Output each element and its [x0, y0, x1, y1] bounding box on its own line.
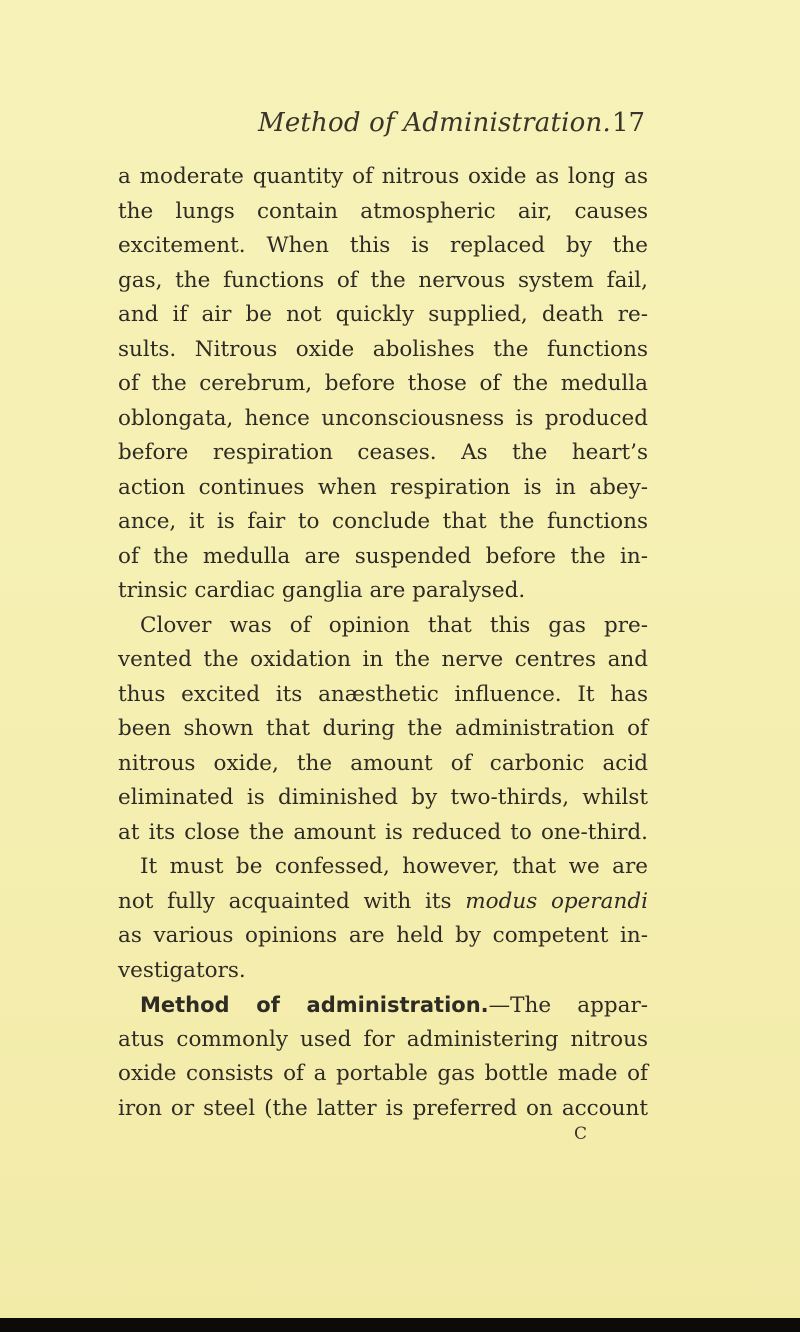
signature-mark: C	[574, 1124, 588, 1144]
section-heading-continuation: —The appar-	[488, 993, 648, 1018]
body-text	[118, 160, 648, 1126]
page-number: 17	[612, 108, 646, 138]
text-line: a moderate quantity of nitrous oxide as long as	[118, 164, 648, 189]
text-line: vented the oxidation in the nerve centres and	[118, 647, 648, 672]
text-line: ance, it is fair to conclude that the functions	[118, 509, 648, 534]
text-line: before respiration ceases. As the heart’s	[118, 440, 648, 465]
page-header	[0, 108, 800, 148]
text-line: action continues when respiration is in abey-	[118, 474, 648, 500]
text-line: as various opinions are held by competent in-	[118, 923, 648, 948]
text-line: oxide consists of a portable gas bottle made of	[118, 1061, 648, 1086]
text-line: vestigators.	[118, 957, 246, 983]
text-line: It must be confessed, however, that we are	[140, 854, 648, 879]
text-line: at its close the amount is reduced to one-third.	[118, 819, 648, 845]
scan-edge-bar	[0, 1318, 800, 1332]
latin-phrase: modus operandi	[465, 888, 648, 914]
text-line: sults. Nitrous oxide abolishes the functions	[118, 336, 648, 362]
running-title: Method of Administration.	[258, 108, 611, 138]
text-line: iron or steel (the latter is preferred on account	[118, 1095, 648, 1121]
text-line: not fully acquainted with its modus operandi	[118, 888, 648, 914]
text-line: excitement. When this is replaced by the	[118, 233, 648, 258]
text-line: gas, the functions of the nervous system fail,	[118, 267, 648, 293]
text-line: trinsic cardiac ganglia are paralysed.	[118, 578, 526, 603]
section-heading: Method of administration.	[140, 993, 489, 1017]
text-line: been shown that during the administration of	[118, 716, 648, 741]
text-line: atus commonly used for administering nitrous	[118, 1026, 648, 1052]
text-line: nitrous oxide, the amount of carbonic acid	[118, 750, 648, 776]
text-line: eliminated is diminished by two-thirds, whilst	[118, 785, 648, 810]
section-heading-line	[118, 988, 648, 1023]
text-line: Clover was of opinion that this gas pre-	[140, 612, 648, 638]
text-line: and if air be not quickly supplied, death re-	[118, 302, 648, 327]
text-line: thus excited its anæsthetic influence. It has	[118, 681, 648, 707]
text-line: of the cerebrum, before those of the medulla	[118, 371, 648, 396]
text-line: oblongata, hence unconsciousness is produced	[118, 405, 648, 431]
text-line: of the medulla are suspended before the in-	[118, 543, 648, 569]
text-line: the lungs contain atmospheric air, causes	[118, 198, 648, 224]
